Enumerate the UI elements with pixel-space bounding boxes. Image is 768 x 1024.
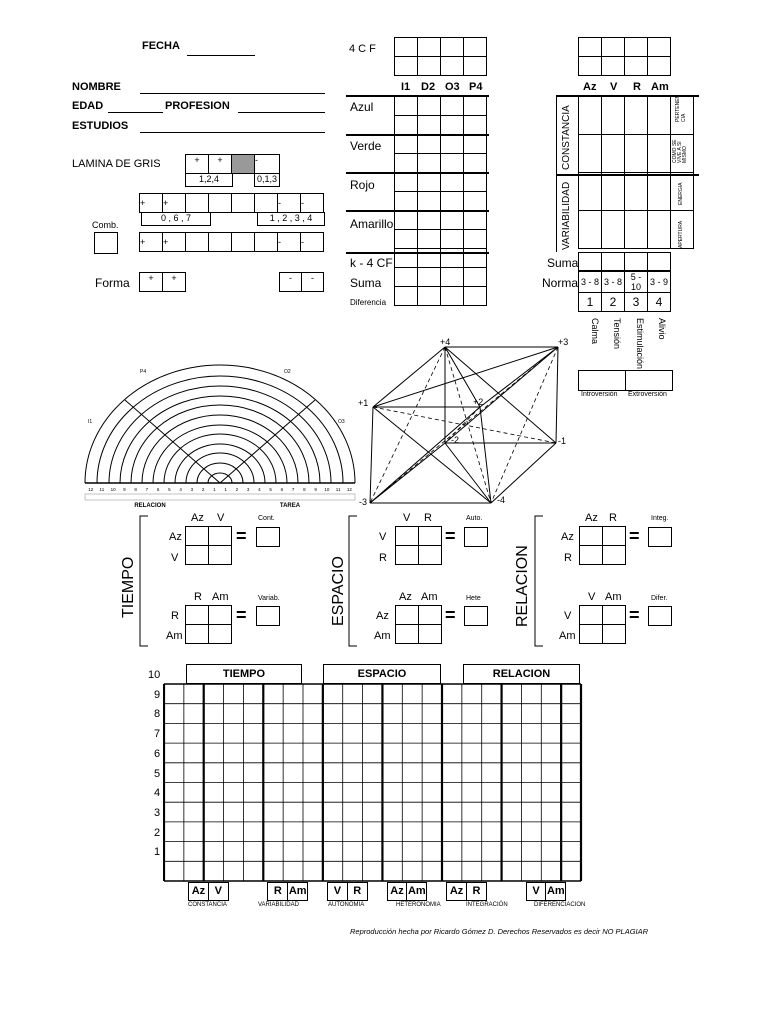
semi-scale-tick: 1 xyxy=(224,487,227,492)
rt-suma-grid[interactable] xyxy=(578,252,671,271)
lamina-pos-values: 1,2,4 xyxy=(185,173,233,187)
grid-y-tick: 2 xyxy=(154,826,161,839)
rt-suma: Suma xyxy=(547,256,579,270)
forma-cell[interactable]: - xyxy=(279,272,302,292)
semi-scale-tick: 2 xyxy=(201,487,205,492)
cf-rule xyxy=(346,172,489,174)
tiempo-m1-col: Az xyxy=(191,512,204,524)
semi-scale-tick: 6 xyxy=(156,487,160,492)
extroversion-label: Extroversión xyxy=(628,391,667,398)
rt-variabilidad: VARIABILIDAD xyxy=(561,181,572,250)
auto-label: Auto. xyxy=(466,515,483,522)
tiempo-m2-col: R xyxy=(194,591,202,603)
cube-label: -2 xyxy=(451,435,460,445)
comb-row-1[interactable]: + + - - xyxy=(139,193,324,213)
integ-label: Integ. xyxy=(651,515,669,522)
edad-line[interactable] xyxy=(108,112,163,113)
grid-bottom-label: R xyxy=(267,882,288,901)
grid-header-relacion: RELACION xyxy=(463,664,580,684)
rt-side-vive: COMO SE VIVE A SI MISMO xyxy=(672,139,688,163)
forma-cell[interactable]: + xyxy=(162,272,186,292)
semi-scale-tick: 10 xyxy=(324,487,330,492)
rt-alivio: Alivio xyxy=(657,318,667,340)
difer-label: Difer. xyxy=(651,595,668,602)
relacion-m1-col: Az xyxy=(585,512,598,524)
comb-label: Comb. xyxy=(92,220,119,230)
lamina-cell[interactable]: + xyxy=(208,154,232,174)
relacion-bracket xyxy=(533,515,545,647)
cf-col-p4: P4 xyxy=(469,81,483,93)
espacio-matrix-2[interactable] xyxy=(395,605,442,644)
grid-bottom-label: Az xyxy=(446,882,467,901)
semi-scale-tick: 4 xyxy=(258,487,261,492)
tiempo-m2-row: Am xyxy=(166,630,183,642)
espacio-m2-col: Az xyxy=(399,591,412,603)
rt-col-az: Az xyxy=(583,81,597,93)
lamina-label: LAMINA DE GRIS xyxy=(72,158,161,170)
cube-label: +2 xyxy=(473,397,484,407)
semi-scale-tick: 7 xyxy=(291,487,295,492)
tiempo-label: TIEMPO xyxy=(120,556,137,618)
relacion-m2-row: V xyxy=(564,610,572,622)
relacion-matrix-1[interactable] xyxy=(579,526,626,565)
espacio-bracket xyxy=(347,515,359,647)
grid-bottom-label: Az xyxy=(387,882,408,901)
semi-label-i1: I1 xyxy=(88,419,93,425)
grid-under-label: CONSTANCIA xyxy=(188,902,227,908)
espacio-m1-col: R xyxy=(424,512,432,524)
grid-bottom-label: V xyxy=(526,882,547,901)
profesion-line[interactable] xyxy=(238,112,325,113)
grid-bottom-label: V xyxy=(208,882,229,901)
hete-label: Hete xyxy=(466,595,481,602)
grid-under-label: VARIABILIDAD xyxy=(258,902,299,908)
comb-box[interactable] xyxy=(94,232,118,254)
introversion-label: Introversión xyxy=(581,391,618,398)
grid-y-tick: 8 xyxy=(154,708,161,721)
semi-relacion: RELACION xyxy=(134,503,166,509)
relacion-label: RELACION xyxy=(514,545,531,627)
tiempo-m1-row: Az xyxy=(169,531,182,543)
score-grid[interactable] xyxy=(163,683,588,883)
cont-label: Cont. xyxy=(258,515,275,522)
grid-bottom-label: R xyxy=(466,882,487,901)
lamina-cell[interactable]: - xyxy=(254,154,280,174)
rt-rule xyxy=(556,174,699,176)
tiempo-m1-row: V xyxy=(171,552,179,564)
cube-label: -3 xyxy=(359,497,368,507)
semi-scale-tick: 3 xyxy=(246,487,250,492)
forma-cell[interactable]: - xyxy=(301,272,324,292)
grid-bottom-label: R xyxy=(347,882,368,901)
semi-scale-tick: 8 xyxy=(303,487,306,492)
espacio-m2-row: Am xyxy=(374,630,391,642)
cf-row-suma: Suma xyxy=(350,276,382,290)
integ-box[interactable] xyxy=(648,527,672,547)
cf-top-grid[interactable] xyxy=(394,37,487,76)
intro-extro-grid[interactable] xyxy=(578,370,673,391)
grid-under-label: INTEGRACIÓN xyxy=(466,902,508,908)
cont-box[interactable] xyxy=(256,527,280,547)
grid-y-tick: 3 xyxy=(154,806,161,819)
lamina-cell[interactable]: + xyxy=(185,154,209,174)
cf-row-verde: Verde xyxy=(350,139,382,153)
fecha-line[interactable] xyxy=(187,55,255,56)
hete-box[interactable] xyxy=(464,606,488,626)
rt-tension: Tensión xyxy=(612,318,622,350)
semi-scale-tick: 9 xyxy=(314,487,317,492)
semi-scale-tick: 5 xyxy=(269,487,272,492)
forma-label: Forma xyxy=(95,276,130,290)
cube-label: -4 xyxy=(497,495,506,505)
cf-row-diferencia: Diferencia xyxy=(350,298,387,307)
espacio-m2-row: Az xyxy=(376,610,389,622)
relacion-m2-col: Am xyxy=(605,591,622,603)
grid-y-tick: 1 xyxy=(154,846,161,859)
estudios-line[interactable] xyxy=(140,132,325,133)
equals-sign: = xyxy=(236,526,247,546)
relacion-matrix-2[interactable] xyxy=(579,605,626,644)
rt-estimulacion: Estimulación xyxy=(635,318,645,370)
relacion-m2-row: Am xyxy=(559,630,576,642)
cf-title: 4 C F xyxy=(349,43,376,55)
grid-y-tick: 7 xyxy=(154,728,161,741)
grid-bottom-label: Am xyxy=(406,882,427,901)
fecha-label: FECHA xyxy=(142,40,180,52)
grid-bottom-label: Am xyxy=(545,882,566,901)
cube-label: +3 xyxy=(558,337,569,347)
forma-cell[interactable]: + xyxy=(139,272,163,292)
comb-neg-values: 1 , 2 , 3 , 4 xyxy=(257,212,325,226)
cf-rule xyxy=(346,210,489,212)
lamina-neg-values: 0,1,3 xyxy=(254,173,280,187)
tiempo-matrix-2[interactable] xyxy=(185,605,232,644)
cf-row-amarillo: Amarillo xyxy=(350,217,394,231)
cube-label: -1 xyxy=(558,436,567,446)
tiempo-matrix-1[interactable] xyxy=(185,526,232,565)
espacio-label: ESPACIO xyxy=(330,556,347,626)
cf-row-rojo: Rojo xyxy=(350,178,375,192)
cf-row-k: k - 4 CF xyxy=(350,256,393,270)
rt-norma-grid: 3 - 8 3 - 8 5 - 10 3 - 9 1 2 3 4 xyxy=(578,271,671,312)
grid-header-espacio: ESPACIO xyxy=(323,664,441,684)
semi-scale-tick: 12 xyxy=(346,487,352,492)
semi-scale-tick: 9 xyxy=(123,487,126,492)
rt-side-apertura: APERTURA xyxy=(678,220,684,248)
cf-rule xyxy=(346,252,489,254)
grid-y-tick: 4 xyxy=(154,787,161,800)
lamina-gray-cell xyxy=(231,154,255,174)
espacio-m1-row: V xyxy=(379,531,387,543)
rt-side-energia: ENERGIA xyxy=(678,182,684,205)
rt-constancia: CONSTANCIA xyxy=(561,105,572,170)
comb-row-2[interactable]: + + - - xyxy=(139,232,324,252)
rt-calma: Calma xyxy=(590,318,600,345)
semi-scale-tick: 7 xyxy=(145,487,149,492)
cf-row-azul: Azul xyxy=(350,100,374,114)
cf-col-o3: O3 xyxy=(445,81,460,93)
grid-bottom-label: Az xyxy=(188,882,209,901)
comb-pos-values: 0 , 6 , 7 xyxy=(141,212,211,226)
grid-under-label: DIFERENCIACION xyxy=(534,902,586,908)
variab-label: Variab. xyxy=(258,595,280,602)
tiempo-m1-col: V xyxy=(217,512,225,524)
cube-label: +4 xyxy=(440,337,451,347)
edad-label: EDAD xyxy=(72,100,104,112)
semi-scale-tick: 10 xyxy=(110,487,116,492)
tiempo-m2-col: Am xyxy=(212,591,229,603)
cube-diagram xyxy=(355,335,575,515)
relacion-m2-col: V xyxy=(588,591,596,603)
auto-box[interactable] xyxy=(464,527,488,547)
relacion-m1-row: Az xyxy=(561,531,574,543)
rt-top-grid[interactable] xyxy=(578,37,671,76)
grid-under-label: AUTONOMIA xyxy=(328,902,365,908)
rt-col-r: R xyxy=(633,81,641,93)
equals-sign: = xyxy=(445,526,456,546)
equals-sign: = xyxy=(629,526,640,546)
rt-col-v: V xyxy=(610,81,618,93)
grid-y-tick: 6 xyxy=(154,747,161,760)
estudios-label: ESTUDIOS xyxy=(72,120,129,132)
cf-main-grid[interactable] xyxy=(394,96,487,306)
cube-label: +1 xyxy=(358,398,369,408)
semicircle-diagram xyxy=(80,360,360,510)
semi-scale-tick: 11 xyxy=(335,487,341,492)
rt-side-pertenencia: PERTENEN CIA xyxy=(675,94,687,122)
relacion-m1-row: R xyxy=(564,552,572,564)
tiempo-bracket xyxy=(138,515,150,647)
grid-y-tick: 5 xyxy=(154,767,161,780)
semi-scale-tick: 8 xyxy=(134,487,137,492)
grid-bottom-label: Am xyxy=(287,882,308,901)
semi-scale-tick: 12 xyxy=(88,487,94,492)
cf-col-d2: D2 xyxy=(421,81,436,93)
semi-scale-tick: 2 xyxy=(235,487,239,492)
semi-scale-tick: 3 xyxy=(190,487,194,492)
semi-scale-tick: 4 xyxy=(179,487,182,492)
grid-under-label: HETERONOMIA xyxy=(396,902,441,908)
equals-sign: = xyxy=(445,605,456,625)
relacion-m1-col: R xyxy=(609,512,617,524)
semi-scale-tick: 11 xyxy=(99,487,105,492)
semi-scale-tick: 1 xyxy=(213,487,216,492)
footer-note: Reproducción hecha por Ricardo Gómez D. Derechos Reservados es decir NO PLAGIAR xyxy=(350,927,649,936)
nombre-label: NOMBRE xyxy=(72,81,121,93)
espacio-m1-row: R xyxy=(379,552,387,564)
grid-y-tick: 10 xyxy=(148,669,161,681)
semi-tarea: TAREA xyxy=(279,503,301,509)
variab-box[interactable] xyxy=(256,606,280,626)
semi-scale-tick: 6 xyxy=(280,487,284,492)
equals-sign: = xyxy=(629,605,640,625)
semi-label-p4: P4 xyxy=(140,369,147,375)
semi-label-o2: O2 xyxy=(284,369,291,375)
espacio-m2-col: Am xyxy=(421,591,438,603)
semi-scale-tick: 5 xyxy=(168,487,171,492)
cf-col-i1: I1 xyxy=(401,81,411,93)
grid-header-tiempo: TIEMPO xyxy=(186,664,302,684)
espacio-matrix-1[interactable] xyxy=(395,526,442,565)
tiempo-m2-row: R xyxy=(171,610,179,622)
rt-col-am: Am xyxy=(651,81,669,93)
cf-rule xyxy=(346,134,489,136)
espacio-m1-col: V xyxy=(403,512,411,524)
rt-norma: Norma xyxy=(542,276,579,290)
profesion-label: PROFESION xyxy=(165,100,230,112)
equals-sign: = xyxy=(236,605,247,625)
nombre-line[interactable] xyxy=(140,93,325,94)
grid-bottom-label: V xyxy=(327,882,348,901)
grid-y-tick: 9 xyxy=(154,688,161,701)
semi-label-o3: O3 xyxy=(338,419,345,425)
difer-box[interactable] xyxy=(648,606,672,626)
